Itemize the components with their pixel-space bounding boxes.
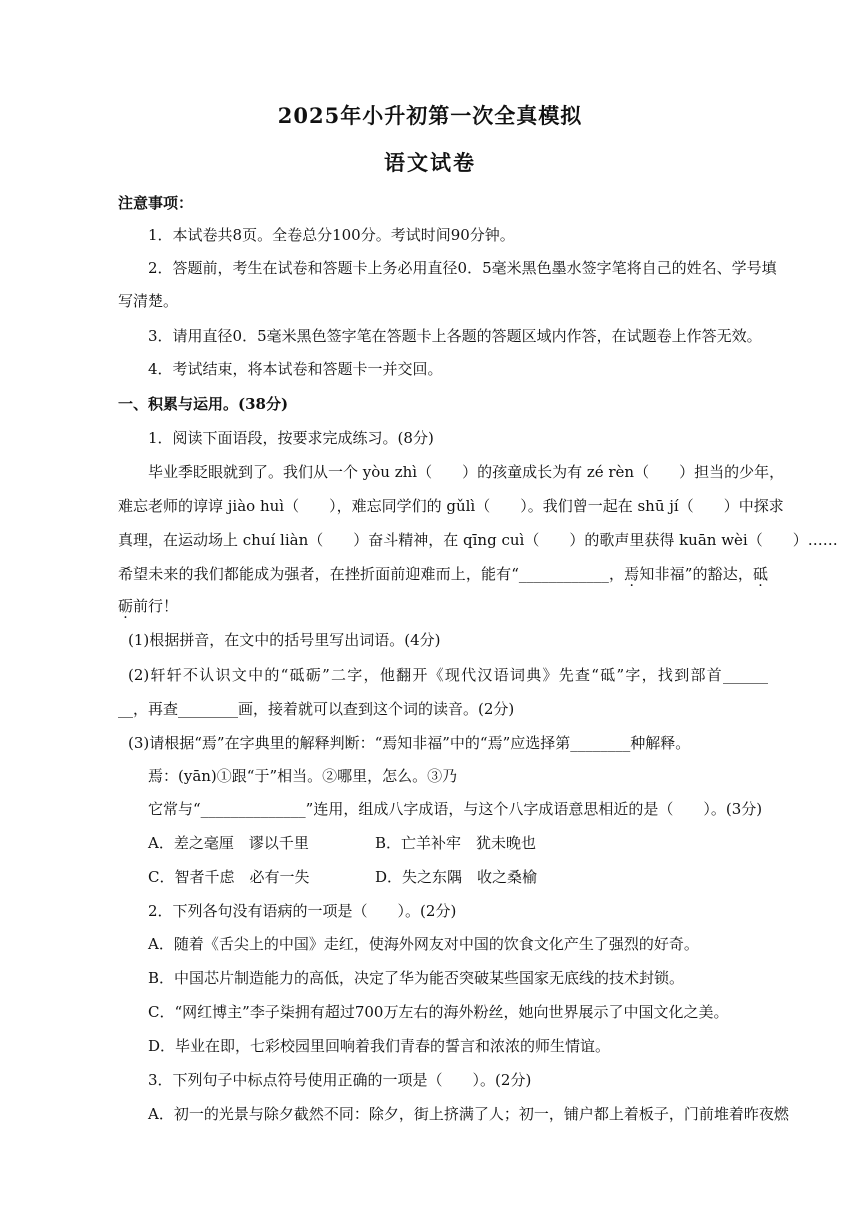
notice-item-4: 4．考试结束，将本试卷和答题卡一并交回。 [148,360,443,378]
option-d: D．失之东隅 收之桑榆 [375,868,538,886]
q2-option-a: A．随着《舌尖上的中国》走红，使海外网友对中国的饮食文化产生了强烈的好奇。 [148,935,699,953]
q1-sub-1: (1)根据拼音，在文中的括号里写出词语。(4分) [128,631,441,649]
q1-passage-line-4 [118,563,768,585]
q2-option-c: C．“网红博主”李子柒拥有超过700万左右的海外粉丝，她向世界展示了中国文化之美。 [148,1003,729,1021]
notice-item-2-cont: 写清楚。 [118,292,179,310]
option-a: A．差之毫厘 谬以千里 [148,834,309,852]
dictionary-definition: 焉：(yān)①跟“于”相当。②哪里，怎么。③乃 [148,767,458,785]
q1-passage-line-1: 毕业季眨眼就到了。我们从一个 yòu zhì（ ）的孩童成长为有 zé rèn（ ）担当的少年， [148,463,785,481]
dotted-char: 焉 [624,565,640,583]
q1-stem: 1．阅读下面语段，按要求完成练习。(8分) [148,429,434,447]
q2-option-d: D．毕业在即，七彩校园里回响着我们青春的誓言和浓浓的师生情谊。 [148,1037,611,1055]
dotted-char: 砺 [118,597,134,615]
passage-text: 前行！ [133,597,179,615]
notice-item-2: 2．答题前，考生在试卷和答题卡上务必用直径0．5毫米黑色墨水签字笔将自己的姓名、学号填 [148,259,777,277]
q3-stem: 3．下列句子中标点符号使用正确的一项是（ ）。(2分) [148,1071,532,1089]
q1-passage-line-2: 难忘老师的谆谆 jiào huì（ ），难忘同学们的 gǔlì（ ）。我们曾一起在 shū jí（ ）中探求 [118,497,784,515]
q1-sub-2-cont: __，再查________画，接着就可以查到这个词的读音。(2分) [118,700,515,718]
passage-text: 知非福”的豁达， [639,565,753,583]
dotted-char: 砥 [752,565,768,583]
exam-title: 2025年小升初第一次全真模拟 [277,103,583,128]
q1-passage-line-3: 真理，在运动场上 chuí liàn（ ）奋斗精神，在 qīng cuì（ ）的歌声里获得 kuān wèi（ ）…… [118,531,838,549]
section-heading: 一、积累与运用。(38分) [118,395,289,413]
passage-text: 希望未来的我们都能成为强者，在挫折面前迎难而上，能有“____________， [118,565,625,583]
notice-item-1: 1．本试卷共8页。全卷总分100分。考试时间90分钟。 [148,226,515,244]
notice-item-3: 3．请用直径0．5毫米黑色签字笔在答题卡上各题的答题区域内作答，在试题卷上作答无效。 [148,327,762,345]
option-b: B．亡羊补牢 犹未晚也 [375,834,537,852]
option-c: C．智者千虑 必有一失 [148,868,310,886]
q1-sub-2: (2)轩轩不认识文中的“砥砺”二字，他翻开《现代汉语词典》先查“砥”字，找到部首______ [128,666,768,684]
notice-heading: 注意事项： [118,194,194,212]
exam-subtitle: 语文试卷 [384,150,476,175]
q1-sub-3-cont: 它常与“______________”连用，组成八字成语，与这个八字成语意思相近的是（ ）。(3分) [148,800,763,818]
q2-option-b: B．中国芯片制造能力的高低，决定了华为能否突破某些国家无底线的技术封锁。 [148,969,685,987]
q1-sub-3: (3)请根据“焉”在字典里的解释判断：“焉知非福”中的“焉”应选择第________种解释。 [128,734,691,752]
q3-option-a: A．初一的光景与除夕截然不同：除夕，街上挤满了人；初一，铺户都上着板子，门前堆着昨夜燃 [148,1105,789,1123]
q2-stem: 2．下列各句没有语病的一项是（ ）。(2分) [148,902,457,920]
q1-passage-line-5 [118,595,768,617]
